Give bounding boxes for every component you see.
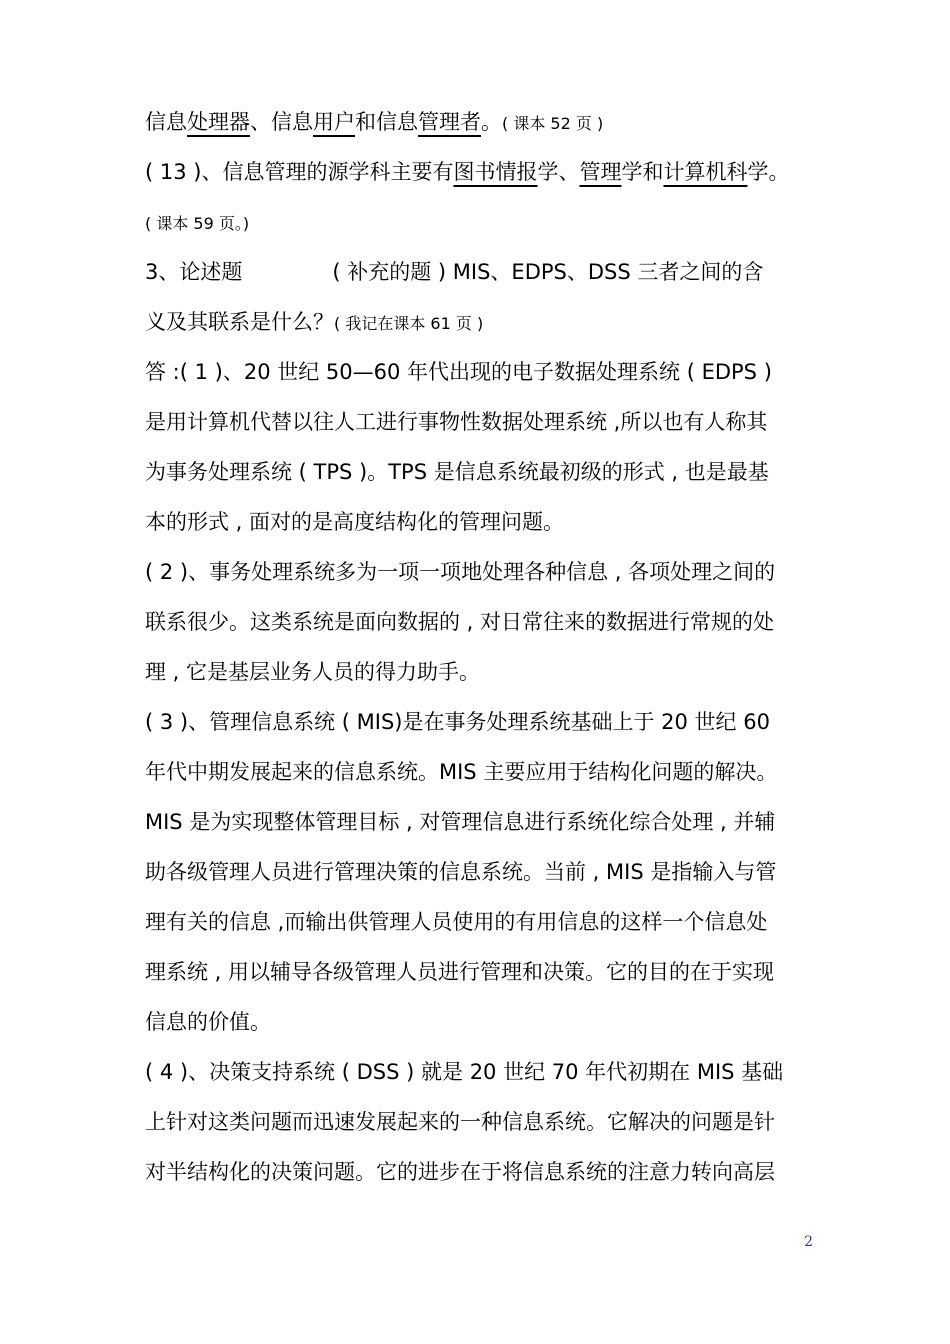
paragraph-line: 理 , 它是基层业务人员的得力助手。 [145, 660, 481, 684]
text-line-5 [145, 300, 810, 344]
paragraph-line: 理有关的信息 ,而输出供管理人员使用的有用信息的这样一个信息处 [145, 910, 768, 934]
paragraph-line: 答 :( 1 )、20 世纪 50—60 年代出现的电子数据处理系统 ( EDPS ) [145, 360, 772, 384]
underlined-term-library: 图书情报 [453, 160, 538, 184]
underlined-term-manager: 管理者 [418, 110, 481, 134]
paragraph-line: 联系很少。这类系统是面向数据的 , 对日常往来的数据进行常规的处 [145, 610, 775, 634]
text-segment: 和信息 [355, 110, 418, 134]
question-text: ( 补充的题 ) MIS、EDPS、DSS 三者之间的含 [332, 260, 764, 284]
paragraph-line: 为事务处理系统 ( TPS )。TPS 是信息系统最初级的形式 , 也是最基 [145, 460, 769, 484]
text-line-1 [145, 100, 810, 144]
paragraph-line: 对半结构化的决策问题。它的进步在于将信息系统的注意力转向高层 [145, 1160, 775, 1184]
page-number: 2 [804, 1234, 813, 1250]
text-segment: 。 [481, 110, 502, 134]
paragraph-line: ( 2 )、事务处理系统多为一项一项地处理各种信息 , 各项处理之间的 [145, 560, 776, 584]
text-segment: 学。 [747, 160, 790, 184]
paragraph-line: 助各级管理人员进行管理决策的信息系统。当前 , MIS 是指输入与管 [145, 860, 777, 884]
section-title: 3、论述题 [145, 260, 243, 284]
underlined-term-processor: 处理器 [187, 110, 250, 134]
underlined-term-user: 用户 [313, 110, 355, 134]
text-line-3 [145, 200, 810, 244]
underlined-term-computer-science: 计算机科 [663, 160, 748, 184]
paragraph-line: 理系统 , 用以辅导各级管理人员进行管理和决策。它的目的在于实现 [145, 960, 775, 984]
paragraph-line: 信息的价值。 [145, 1010, 271, 1034]
paragraph-line: 是用计算机代替以往人工进行事物性数据处理系统 ,所以也有人称其 [145, 410, 768, 434]
paragraph-line: MIS 是为实现整体管理目标 , 对管理信息进行系统化综合处理 , 并辅 [145, 810, 776, 834]
paragraph-line: ( 4 )、决策支持系统 ( DSS ) 就是 20 世纪 70 年代初期在 MIS 基础 [145, 1060, 784, 1084]
text-segment: 信息 [145, 110, 187, 134]
page-reference: ( 课本 59 页。) [145, 214, 250, 233]
paragraph-line: ( 3 )、管理信息系统 ( MIS)是在事务处理系统基础上于 20 世纪 60 [145, 710, 770, 734]
page-reference: ( 我记在课本 61 页 ) [334, 314, 484, 333]
text-segment: 、信息 [250, 110, 313, 134]
text-segment: ( 13 )、信息管理的源学科主要有 [145, 160, 454, 184]
page-reference: ( 课本 52 页 ) [502, 114, 604, 133]
text-line-2 [145, 150, 810, 194]
text-segment: 学和 [621, 160, 664, 184]
underlined-term-management: 管理 [579, 160, 622, 184]
paragraph-line: 本的形式 , 面对的是高度结构化的管理问题。 [145, 510, 565, 534]
section-heading-essay [145, 250, 810, 294]
text-segment: 学、 [537, 160, 580, 184]
question-text: 义及其联系是什么？ [145, 310, 334, 334]
paragraph-line: 年代中期发展起来的信息系统。MIS 主要应用于结构化问题的解决。 [145, 760, 778, 784]
paragraph-line: 上针对这类问题而迅速发展起来的一种信息系统。它解决的问题是针 [145, 1110, 775, 1134]
